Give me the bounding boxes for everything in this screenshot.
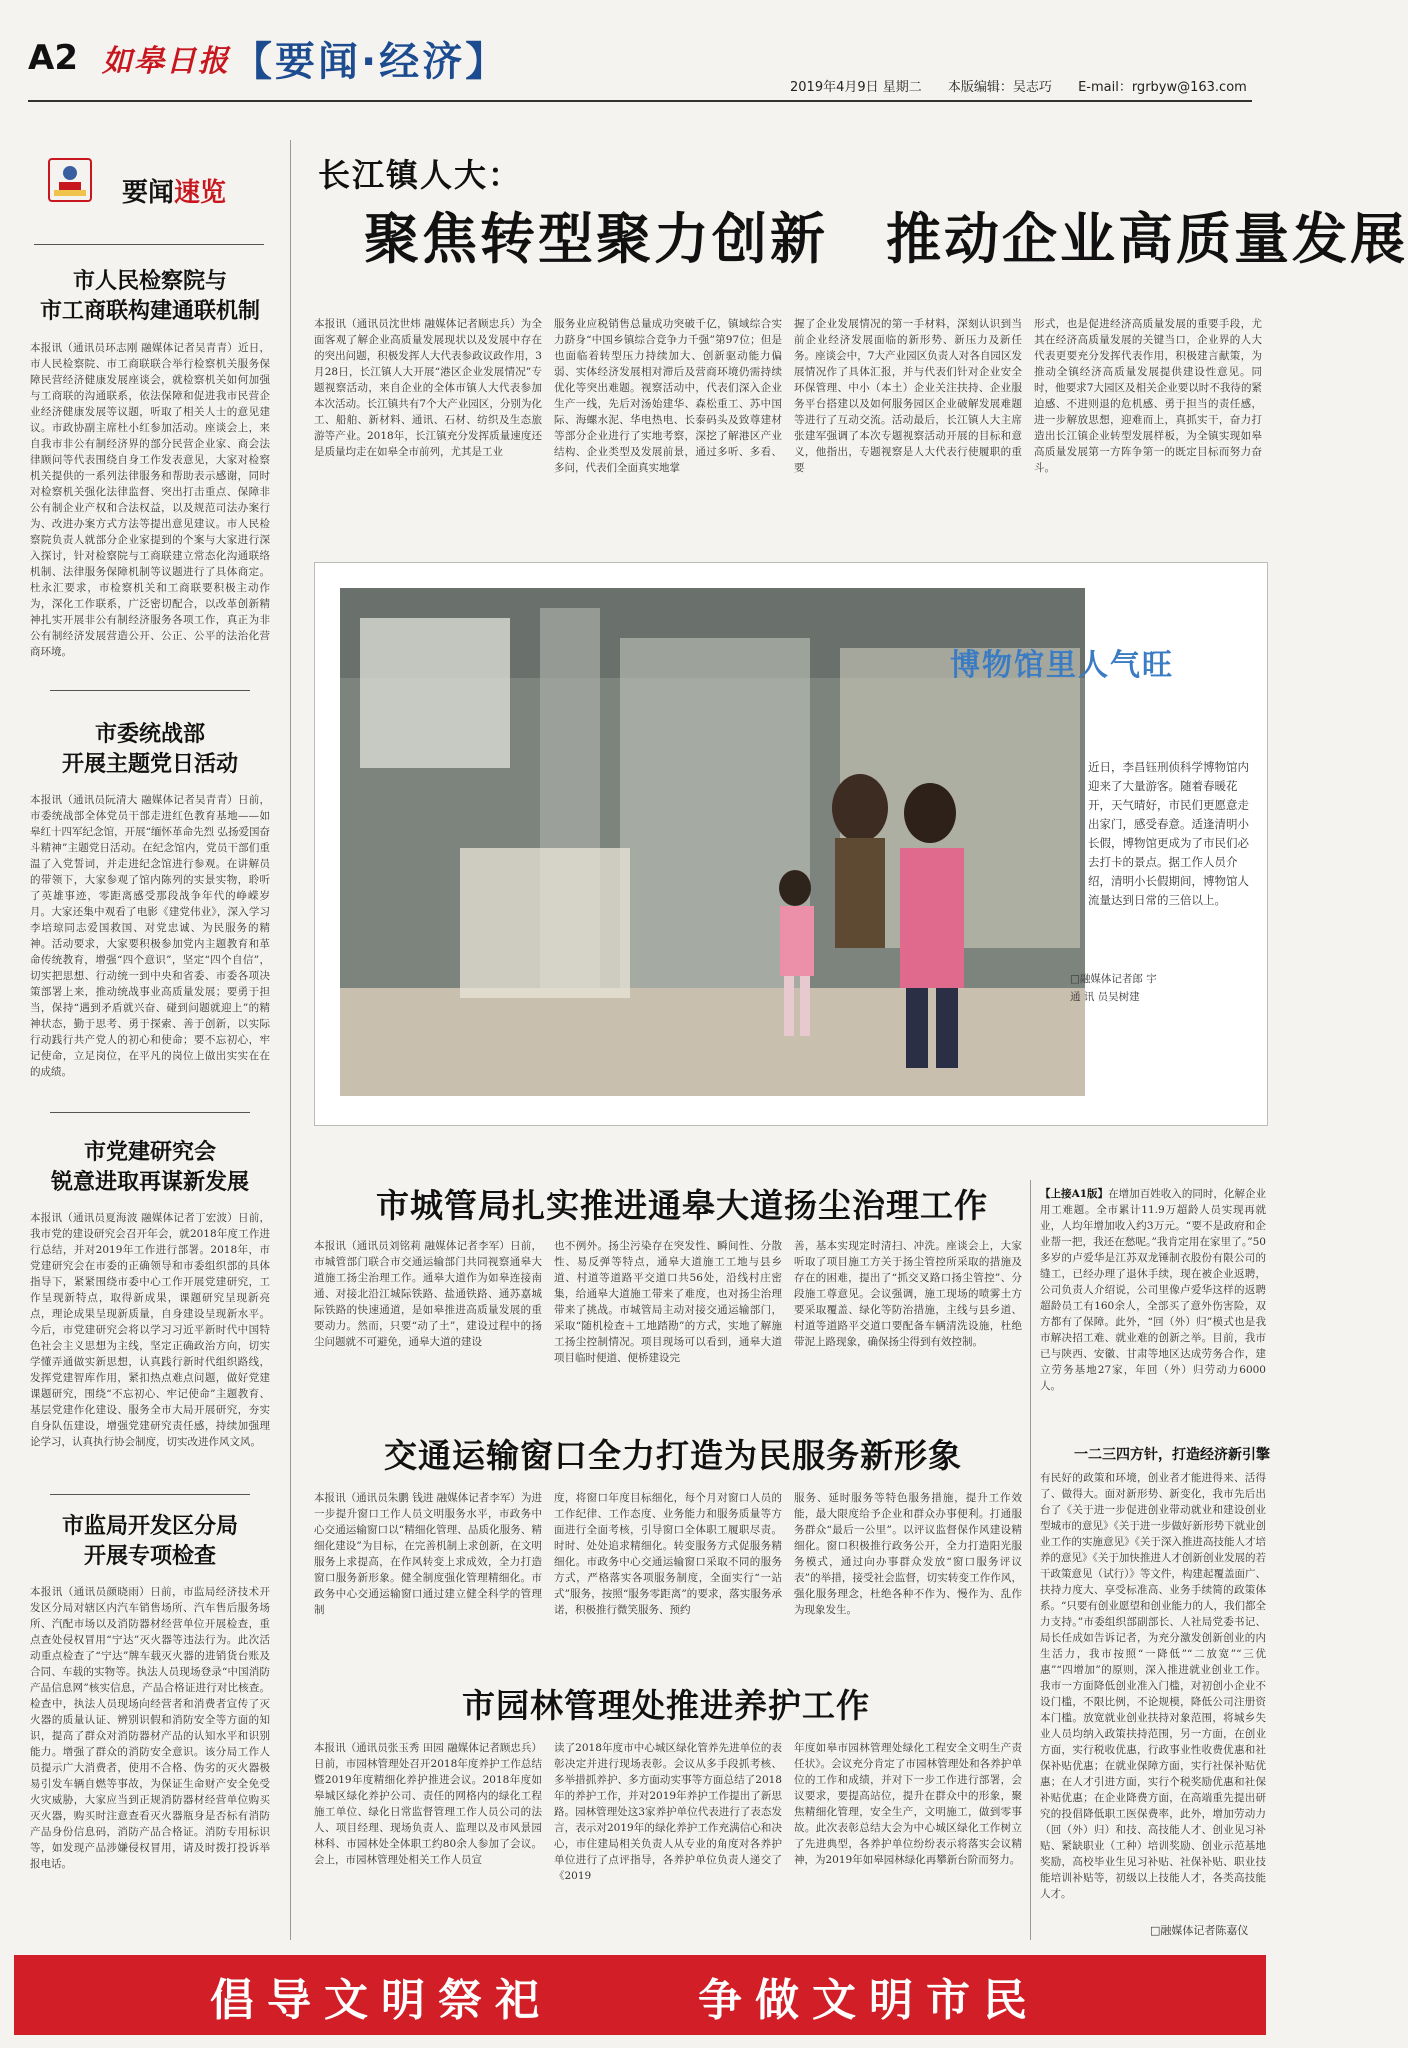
section-title: 【要闻·经济】 (232, 39, 509, 85)
story2-column-2: 也不例外。扬尘污染存在突发性、瞬间性、分散性、易反弹等特点，通皋大道施工工地与县乡道、村道等道路平交道口共56处，沿线村庄密集，给通皋大道施工带来了难度，也对扬尘治理带来了挑战。市城管局主动对接交通运输部门，采取“随机检查＋工地踏勘”的方式，实地了解施工扬尘控制情况。项目现场可以看到，通皋大道项目临时便道、便桥建设完 (554, 1240, 782, 1364)
news-divider (50, 690, 250, 691)
editor-credit: 本版编辑：吴志巧 (947, 80, 1052, 95)
photo-credit-reporter: □融媒体记者郎 宇 (1070, 973, 1157, 985)
news-body-party-research: 本报讯（通讯员夏海波 融媒体记者丁宏波）日前，我市党的建设研究会召开年会，就2018年度工作进行总结，并对2019年工作进行部署。2018年，市党建研究会在市委的正确领导和市委组织部的具体指导下，紧紧围绕市委中心工作开展党建研究，工作呈现新特点，取得新成果，课题研究呈现新亮点，理论成果呈现新质量，自身建设呈现新水平。今后，市党建研究会将以学习习近平新时代中国特色社会主义思想为主线，坚定正确政治方向，切实学懂弄通做实新思想，认真践行新时代组织路线，发挥党建智库作用，紧扣热点难点问题，做好党建课题研究，围绕“不忘初心、牢记使命”主题教育、基层党建作化建设、服务全市大局开展研究，夯实自身队伍建设，增强党建研究责任感，持续加强理论学习，认真执行协会制度，切实改进作风文风。 (30, 1212, 270, 1448)
masthead-info (790, 76, 1269, 95)
news-headline-procuratorate: 市人民检察院与 市工商联构建通联机制 (39, 269, 260, 324)
lead-headline: 聚焦转型聚力创新 推动企业高质量发展 (364, 206, 1408, 271)
brief-title (122, 172, 226, 209)
right-subhead-body: 有民好的政策和环境，创业者才能进得来、活得了、做得大。面对新形势、新变化，我市先后出台了《关于进一步促进创业带动就业和建设创业型城市的意见》《关于进一步做好新形势下就业创业工作的实施意见》《关于深入推进高技能人才培养的意见》《关于加快推进人才创新创业发展的若干政策意见（试行）》等文件，构建起覆盖面广、扶持力度大、享受标准高、业务手续简的政策体系。“只要有创业愿望和创业能力的人，我们都全力支持。”市委组织部副部长、人社局党委书记、局长任成如告诉记者，为充分激发创新创业的内生活力，我市按照“一降低”“二放宽”“三优惠”“四增加”的原则，深入推进就业创业工作。我市一方面降低创业准入门槛，对初创小企业不设门槛，不限比例，不论规模，降低公司注册资本门槛。放宽就业创业扶持对象范围，将城乡失业人员均纳入政策扶持范围，另一方面，在创业方面，实行税收优惠，行政事业性收费优惠和社保补贴优惠；在就业保障方面，实行社保补贴优惠；在人才引进方面，实行个税奖励优惠和社保补贴优惠；在企业降费方面，在高端重先提出研究的投倡降低职工医保费率，此外，增加劳动力（回（外）归）和技、高技能人才、创业见习补贴、紧缺职业（工种）培训奖励、创业示范基地奖励，高校毕业生见习补贴、社保补贴、职业技能培训补贴等，初级以上技能人才，各类高技能人才。 (1040, 1472, 1266, 1900)
brief-icon (48, 158, 92, 202)
photo-caption: 近日，李昌钰刑侦科学博物馆内迎来了大量游客。随着春暖花开，天气晴好，市民们更愿意走出家门，感受春意。适逢清明小长假，博物馆更成为了市民们必去打卡的景点。据工作人员介绍，清明小长假期间，博物馆人流量达到日常的三倍以上。 (1088, 760, 1249, 907)
continued-story (1040, 1186, 1266, 1428)
brief-title-black: 要闻 (122, 178, 175, 208)
civility-banner (14, 1955, 1266, 2035)
news-body-market-supervision: 本报讯（通讯员颜晓雨）日前，市监局经济技术开发区分局对辖区内汽车销售场所、汽车售后服务场所、汽配市场以及消防器材经营单位开展检查，重点查处侵权冒用“宁达”灭火器等违法行为。此次活动重点检查了“宁达”牌车载灭火器的进销货台账及合同、车载的实物等。执法人员现场登录“中国消防产品信息网”核实信息，产品合格证进行对比核查。检查中，执法人员现场向经营者和消费者宣传了灭火器的质量认证、辨别识假和消防安全等方面的知识，提高了群众对消防器材产品的认知水平和识别能力。增强了群众的消防安全意识。该分局工作人员提示广大消费者，使用不合格、伪劣的灭火器极易引发车辆自燃等事故，为保证生命财产安全免受火灾威胁，大家应当到正规消防器材经营单位购买灭火器，购买时注意查看灭火器瓶身是否标有消防产品身份信息码，消防产品合格证。消防专用标识等，如发现产品涉嫌侵权冒用，请及时拨打投诉举报电话。 (30, 1586, 270, 1870)
story3-column-1: 本报讯（通讯员朱鹏 钱进 融媒体记者李军）为进一步提升窗口工作人员文明服务水平，市政务中心交通运输窗口以“精细化管理、品质化服务、精细化建设”为目标，在完善机制上求创新，在文明服务上求提高，在作风转变上求成效，全力打造窗口服务新形象。健全制度强化管理精细化。市政务中心交通运输窗口通过建立健全科学的管理制 (314, 1492, 542, 1616)
column-rule (1030, 1180, 1031, 1940)
story3-column-3: 服务、延时服务等特色服务措施，提升工作效能，最大限度给予企业和群众办事便利。打通服务群众“最后一公里”。以评议监督保作风建设精细化。窗口积极推行政务公开，全力打造阳光服务模式，通过向办事群众发放“窗口服务评议表”的举措，接受社会监督，切实转变工作作风，强化服务理念，杜绝各种不作为、慢作为、乱作为现象发生。 (794, 1492, 1022, 1616)
story4-column-1: 本报讯（通讯员张玉秀 田园 融媒体记者顾忠兵）日前，市园林管理处召开2018年度养护工作总结暨2019年度精细化养护推进会议。2018年度如皋城区绿化养护公司、责任的网格内的绿化工程施工单位、绿化日常监督管理工作人员公司的法人、项目经理、现场负责人、监理以及市风景园林科、市园林处全体职工约80余人参加了会议。会上，市园林管理处相关工作人员宣 (314, 1742, 542, 1866)
lead-column-2: 服务业应税销售总量成功突破千亿，镇域综合实力跻身“中国乡镇综合竞争力千强”第97位；但是也面临着转型压力持续加大、创新驱动能力偏弱、实体经济发展相对滞后及营商环境仍需持续优化等突出难题。视察活动中，代表们深入企业生产一线，先后对汤始建华、森松重工、苏中国际、海螺水泥、华电热电、长泰码头及致尊建材等部分企业进行了实地考察，深挖了解港区产业结构、企业类型及发展前景，通过多听、多看、多问，代表们全面真实地掌 (554, 318, 782, 474)
issue-date: 2019年4月9日 星期二 (790, 80, 922, 95)
banner-slogan-right: 争做文明市民 (698, 1975, 1040, 2026)
lead-column-1: 本报讯（通讯员沈世炜 融媒体记者顾忠兵）为全面客观了解企业高质量发展现状以及发展中存在的突出问题，积极发挥人大代表参政议政作用，3月28日，长江镇人大开展“港区企业发展情况”专题视察活动，来自企业的全体市镇人大代表参加本次活动。长江镇共有7个大产业园区，分别为化工、船舶、新材料、通讯、石材、纺织及生态旅游等产业。2018年，长江镇充分发挥质量速度还是质量均走在如皋全市前列，尤其是工业 (314, 318, 542, 458)
photo-credit (1070, 970, 1157, 1006)
news-headline-united-front: 市委统战部 开展主题党日活动 (61, 722, 238, 777)
news-headline-market-supervision: 市监局开发区分局 开展专项检查 (61, 1514, 238, 1569)
story4-column-2: 读了2018年度市中心城区绿化管养先进单位的表彰决定并进行现场表彰。会议从多手段抓考核、多举措抓养护、多方面动实事等方面总结了2018年的养护工作，并对2019年养护工作提出了新思路。园林管理处这3家养护单位代表进行了表态发言，表示对2019年的绿化养护工作充满信心和决心，市住建局相关负责人从专业的角度对各养护单位进行了点评指导，各养护单位负责人递交了《2019 (554, 1742, 782, 1882)
masthead-rule (28, 100, 1252, 102)
lead-kicker: 长江镇人大： (318, 156, 523, 194)
story2-column-3: 善，基本实现定时清扫、冲洗。座谈会上，大家听取了项目施工方关于扬尘管控所采取的措施及存在的困难，提出了“抓交叉路口扬尘管控”、分段施工尊意见。会议强调，施工现场的喷雾土方要采取覆盖、绿化等防治措施，主线与县乡道、村道等道路平交道口要配备车辆清洗设施，杜绝带泥上路现象，确保扬尘得到有效控制。 (794, 1240, 1022, 1348)
column-rule (290, 140, 291, 1940)
right-byline: □融媒体记者陈嘉仪 (1150, 1924, 1249, 1937)
story-headline-urban-management: 市城管局扎实推进通皋大道扬尘治理工作 (376, 1186, 988, 1225)
brief-title-red: 速览 (174, 178, 227, 208)
story2-column-1: 本报讯（通讯员刘铭莉 融媒体记者李军）日前，市城管部门联合市交通运输部门共同视察通皋大道施工扬尘治理工作。通皋大道作为如皋连接南通、对接北沿江城际铁路、盐通铁路、通苏嘉城际铁路的快速通道，是如皋推进高质量发展的重要动力。然而，只要“动了土”，建设过程中的扬尘问题就不可避免，通皋大道的建设 (314, 1240, 542, 1348)
news-divider (50, 1494, 250, 1495)
banner-slogan-left: 倡导文明祭祀 (210, 1975, 552, 2026)
story-headline-transport-window: 交通运输窗口全力打造为民服务新形象 (384, 1436, 962, 1475)
continued-label: 【上接A1版】 (1040, 1188, 1109, 1200)
photo-title: 博物馆里人气旺 (950, 648, 1174, 683)
news-body-procuratorate: 本报讯（通讯员环志刚 融媒体记者吴青青）近日，市人民检察院、市工商联联合举行检察机关服务保障民营经济健康发展座谈会，就检察机关如何加强与工商联的沟通联系，依法保障和促进我市民营企业经济健康发展等议题，听取了相关人士的意见建议。市政协副主席杜小红参加活动。座谈会上，来自我市非公有制经济界的部分民营企业家、商会法律顾问等代表围绕自身工作发表意见，大家对检察机关提供的一系列法律服务和帮助表示感谢，同时对检察机关强化法律监督、突出打击重点、保障非公有制企业产权和合法权益，以及规范司法办案行为、改进办案方式方法等提出意见建议。市人民检察院负责人就部分企业家提到的个案与大家进行深入探讨，针对检察院与工商联建立常态化沟通联络机制、法律服务保障机制等议题进行了具体商定。杜永汇要求，市检察机关和工商联要积极主动作为，深化工作联系，广泛密切配合，以改革创新精神扎实开展非公有制经济服务各项工作，真正为非公有制经济发展营造公开、公正、公平的法治化营商环境。 (30, 342, 270, 658)
news-body-united-front: 本报讯（通讯员阮清大 融媒体记者吴青青）日前，市委统战部全体党员干部走进红色教育基地——如皋红十四军纪念馆，开展“缅怀革命先烈 弘扬爱国奋斗精神”主题党日活动。在纪念馆内，党员干部们重温了入党誓词，并走进纪念馆进行参观。在讲解员的带领下，大家参观了馆内陈列的实景实物，聆听了英雄事迹，零距离感受那段战争年代的峥嵘岁月。大家还集中观看了电影《建党伟业》，深入学习李培琼同志爱国救国、对党忠诚、为民服务的精神。活动要求，大家要积极参加党内主题教育和革命传统教育，增强“四个意识”，坚定“四个自信”，切实把思想、行动统一到中央和省委、市委各项决策部署上来，推动统战事业高质量发展；要勇于担当，保持“遇到矛盾就兴奋、碰到问题就迎上”的精神状态，勤于思考、勇于探索、善于创新，以实际行动践行共产党人的初心和使命；要不忘初心，牢记使命，立足岗位，在平凡的岗位上做出实实在在的成绩。 (30, 794, 270, 1078)
story4-column-3: 年度如皋市园林管理处绿化工程安全文明生产责任状》。会议充分肯定了市园林管理处和各养护单位的工作和成绩，并对下一步工作进行部署，会议要求，要提高站位，提升在群众中的形象，聚焦精细化管理，安全生产，文明施工，做到零事故。此次表彰总结大会为中心城区绿化工作树立了先进典型，各养护单位纷纷表示将落实会议精神，为2019年如皋园林绿化再攀新台阶而努力。 (794, 1742, 1022, 1866)
lead-column-4: 形式，也是促进经济高质量发展的重要手段，尤其在经济高质量发展的关键当口，企业界的人大代表更要充分发挥代表作用，积极建言献策，为推动全镇经济高质量发展提供建设性意见。同时，他要求7大园区及相关企业要以时不我待的紧迫感、不进则退的危机感、勇于担当的责任感，进一步解放思想，迎难而上，真抓实干，奋力打造出长江镇企业转型发展样板，为全镇实现如皋高质量发展第一方阵争第一的既定目标而努力奋斗。 (1034, 318, 1262, 474)
news-headline-party-research: 市党建研究会 锐意进取再谋新发展 (50, 1140, 249, 1195)
continued-body: 在增加百姓收入的同时，化解企业用工难题。全市累计11.9万超龄人员实现再就业，人均年增加收入约3万元。“要不是政府和企业帮一把，我还在愁呢。”我肯定用在家里了。”50多岁的卢爱华是江苏双龙锤制衣股份有限公司的缝工，已经办理了退休手续，现在被企业返聘，公司负责人介绍说，公司里像卢爱华这样的返聘超龄员工有160余人，全部买了意外伤害险，双方都有了保障。此外，“回（外）归”模式也是我市解决招工难、就业难的创新之举。目前，我市已与陕西、安徽、甘肃等地区达成劳务合作，建立劳务基地27家，年回（外）归劳动力6000人。 (1040, 1188, 1267, 1392)
newspaper-logo: 如皋日报 (102, 44, 230, 79)
page-number: A2 (28, 38, 78, 78)
contact-email: E-mail：rgrbyw@163.com (1078, 80, 1247, 95)
lead-column-3: 握了企业发展情况的第一手材料，深刻认识到当前企业经济发展面临的新形势、新压力及新任务。座谈会中，7大产业园区负责人对各自园区发展情况作了具体汇报，并与代表们针对企业安全环保管理、中小（本土）企业关注扶持、企业服务平台搭建以及如何服务园区企业破解发展难题等进行了互动交流。活动最后，长江镇人大主席张建军强调了本次专题视察活动开展的目标和意义，他指出，专题视察是人大代表行使履职的重要 (794, 318, 1022, 474)
photo-credit-correspondent: 通 讯 员吴树建 (1070, 991, 1140, 1003)
right-subhead: 一二三四方针，打造经济新引擎 (1074, 1447, 1270, 1463)
news-divider (50, 1112, 250, 1113)
story-headline-landscaping: 市园林管理处推进养护工作 (462, 1686, 870, 1725)
brief-divider (34, 244, 264, 245)
story3-column-2: 度，将窗口年度目标细化，每个月对窗口人员的工作纪律、工作态度、业务能力和服务质量等方面进行全面考核，引导窗口全体职工履职尽责。时时、处处追求精细化。转变服务方式促服务精细化。市政务中心交通运输窗口采取不同的服务方式，严格落实各项服务制度，全面实行“一站式”服务，按照“服务零距离”的要求，落实服务承诺，积极推行微笑服务、预约 (554, 1492, 782, 1616)
